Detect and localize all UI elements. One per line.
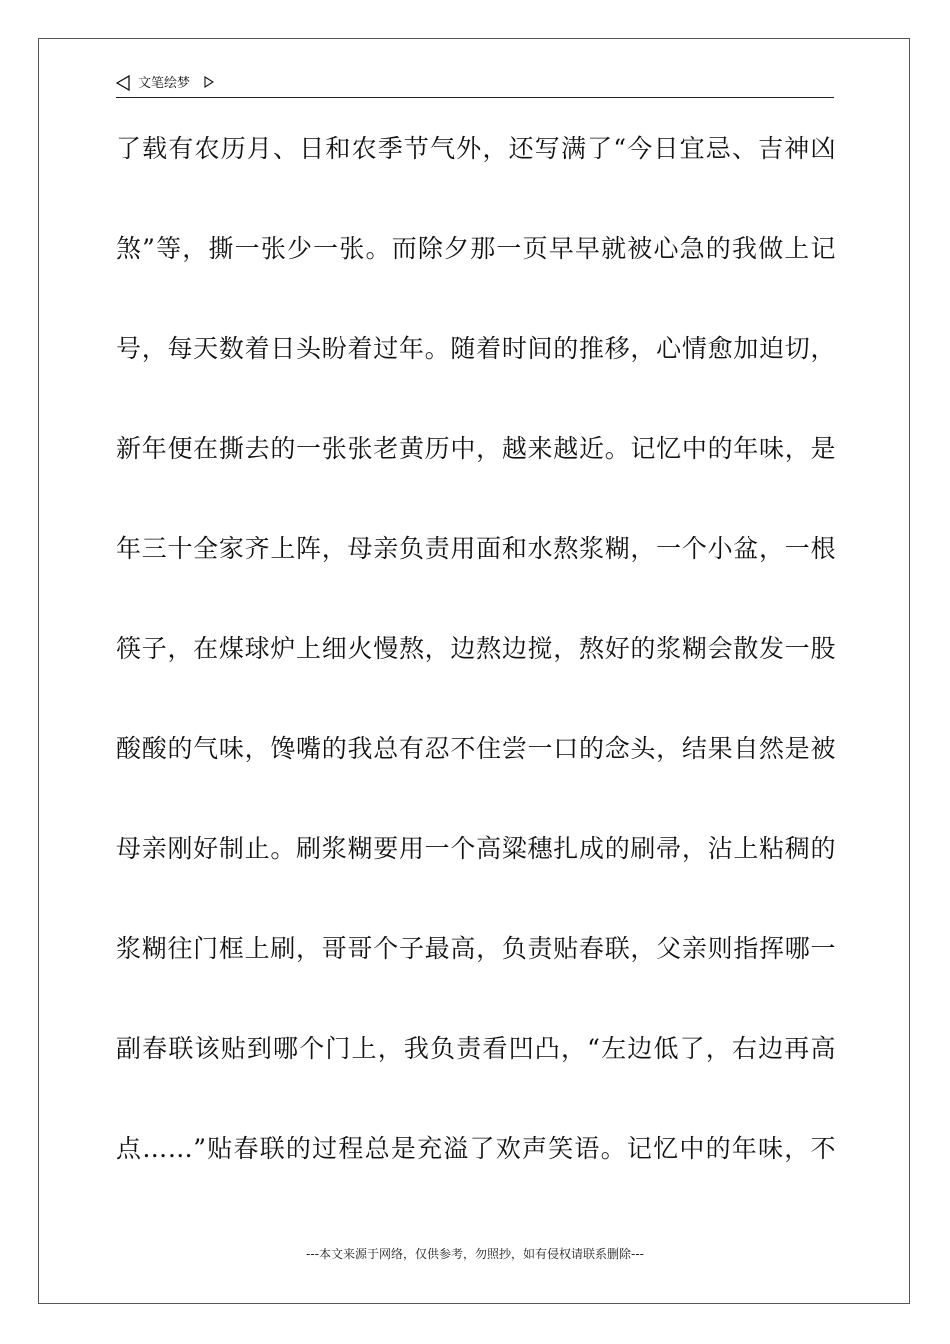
triangle-right-outline-icon: [204, 76, 214, 88]
text-line: 煞”等，撕一张少一张。而除夕那一页早早就被心急的我做上记: [116, 234, 836, 263]
body-text: [116, 124, 836, 1224]
text-line: 筷子，在煤球炉上细火慢熬，边熬边搅，熬好的浆糊会散发一股: [116, 634, 836, 663]
page-header: [116, 72, 834, 98]
text-line: 浆糊往门框上刷，哥哥个子最高，负责贴春联，父亲则指挥哪一: [116, 934, 836, 963]
footer-disclaimer: ---本文来源于网络，仅供参考，勿照抄，如有侵权请联系删除---: [306, 1247, 644, 1261]
text-line: 副春联该贴到哪个门上，我负责看凹凸，“左边低了，右边再高: [116, 1034, 836, 1063]
triangle-left-outline-icon: [116, 75, 130, 91]
text-line: 母亲刚好制止。刷浆糊要用一个高粱穗扎成的刷帚，沾上粘稠的: [116, 834, 836, 863]
text-line: 点……”贴春联的过程总是充溢了欢声笑语。记忆中的年味，不: [116, 1134, 836, 1163]
text-line: 新年便在撕去的一张张老黄历中，越来越近。记忆中的年味，是: [116, 434, 836, 463]
text-line: 了载有农历月、日和农季节气外，还写满了“今日宜忌、吉神凶: [116, 134, 836, 163]
text-line: 号，每天数着日头盼着过年。随着时间的推移，心情愈加迫切，: [116, 334, 836, 363]
text-line: 年三十全家齐上阵，母亲负责用面和水熬浆糊，一个小盆，一根: [116, 534, 836, 563]
text-line: 酸酸的气味，馋嘴的我总有忍不住尝一口的念头，结果自然是被: [116, 734, 836, 763]
header-title: 文笔绘梦: [138, 76, 191, 91]
